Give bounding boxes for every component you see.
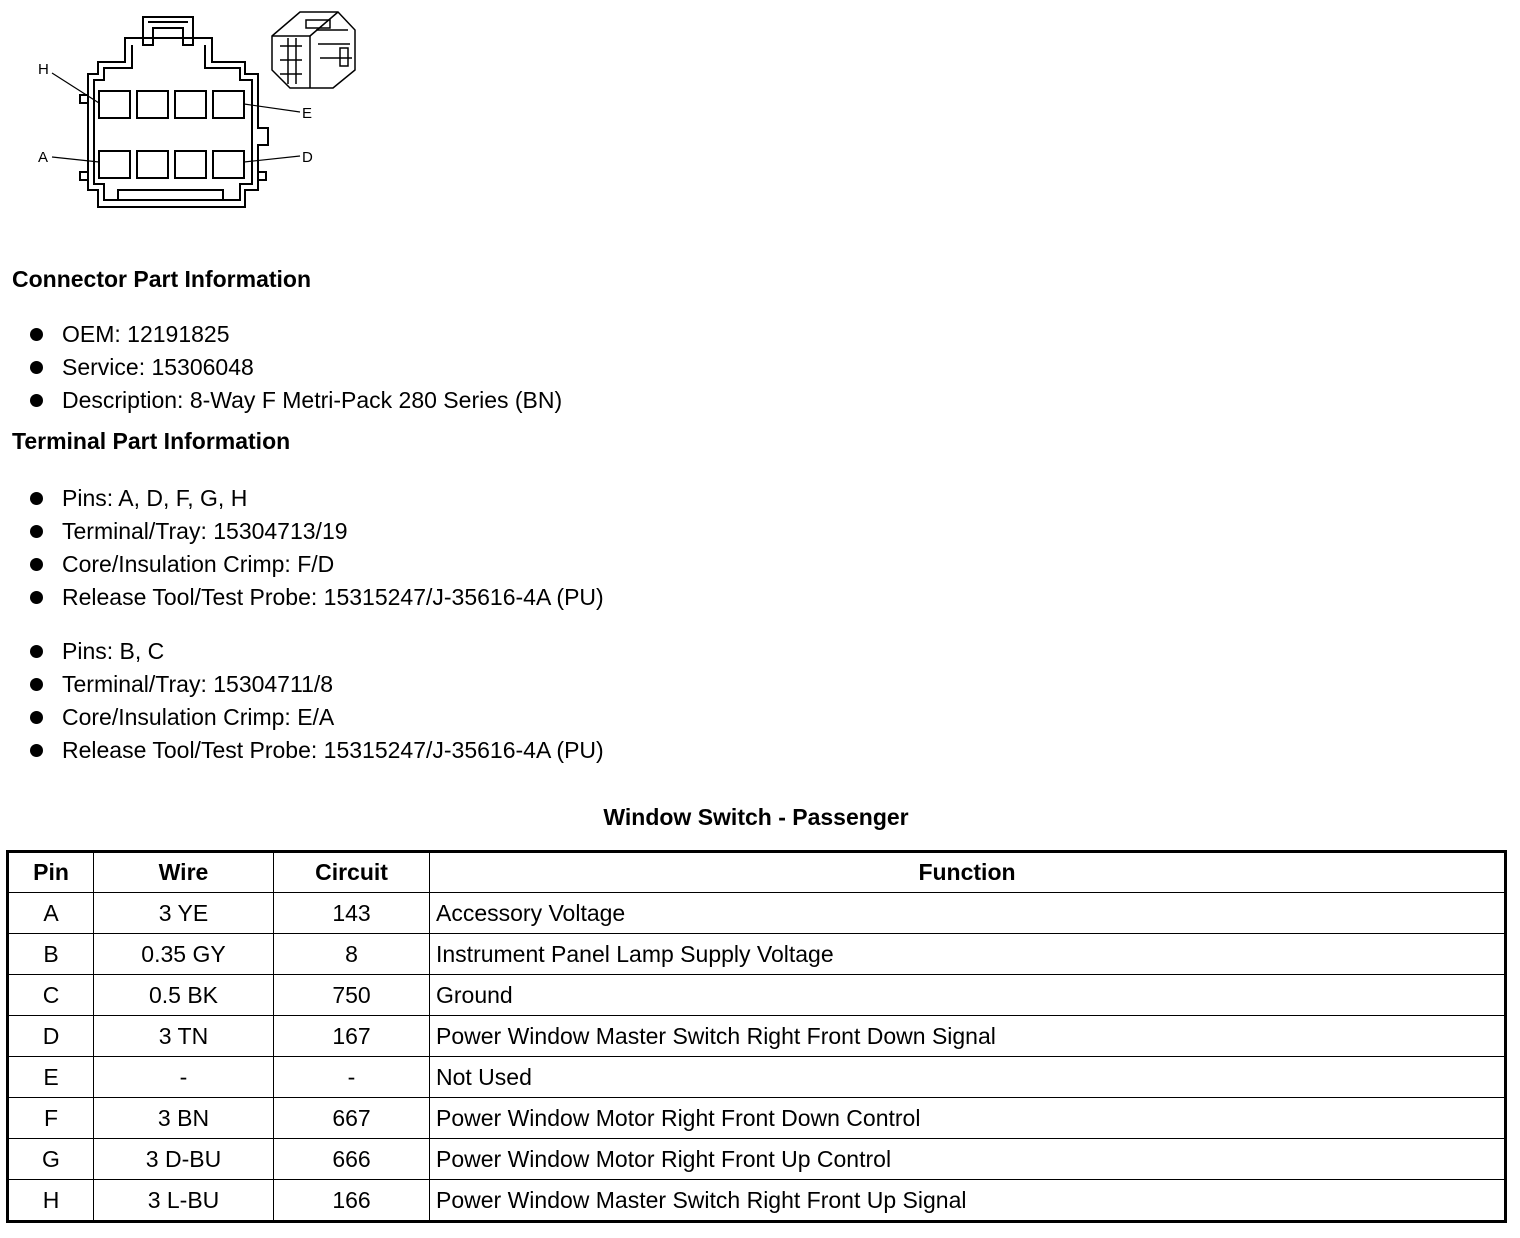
list-item: Description: 8-Way F Metri-Pack 280 Series (BN) xyxy=(30,384,562,417)
list-item: Service: 15306048 xyxy=(30,351,562,384)
pin-label-e: E xyxy=(302,105,313,122)
cell-circuit: 750 xyxy=(274,975,430,1016)
cell-function: Power Window Motor Right Front Up Control xyxy=(430,1139,1506,1180)
cell-pin: G xyxy=(8,1139,94,1180)
cell-wire: 3 TN xyxy=(94,1016,274,1057)
cell-circuit: 667 xyxy=(274,1098,430,1139)
table-row xyxy=(8,1180,1506,1222)
cell-pin: D xyxy=(8,1016,94,1057)
connector-part-list xyxy=(30,318,562,417)
pin-label-a: A xyxy=(38,149,49,166)
cell-function: Power Window Motor Right Front Down Control xyxy=(430,1098,1506,1139)
list-item: Release Tool/Test Probe: 15315247/J-35616-4A (PU) xyxy=(30,734,604,767)
list-item: Pins: B, C xyxy=(30,635,604,668)
list-item: Core/Insulation Crimp: F/D xyxy=(30,548,604,581)
cell-circuit: 166 xyxy=(274,1180,430,1222)
table-row xyxy=(8,1057,1506,1098)
list-item: Pins: A, D, F, G, H xyxy=(30,482,604,515)
header-pin: Pin xyxy=(8,852,94,893)
connector-part-heading: Connector Part Information xyxy=(12,266,312,292)
terminal-part-heading: Terminal Part Information xyxy=(12,428,291,454)
pin-label-h: H xyxy=(38,61,49,78)
connector-diagram xyxy=(0,0,380,225)
header-circuit: Circuit xyxy=(274,852,430,893)
cell-wire: 3 D-BU xyxy=(94,1139,274,1180)
pin-label-d: D xyxy=(302,149,313,166)
cell-circuit: 8 xyxy=(274,934,430,975)
list-item: Terminal/Tray: 15304713/19 xyxy=(30,515,604,548)
table-row xyxy=(8,1098,1506,1139)
cell-pin: B xyxy=(8,934,94,975)
cell-pin: A xyxy=(8,893,94,934)
cell-circuit: 143 xyxy=(274,893,430,934)
cell-circuit: - xyxy=(274,1057,430,1098)
list-item: Core/Insulation Crimp: E/A xyxy=(30,701,604,734)
cell-function: Ground xyxy=(430,975,1506,1016)
cell-pin: F xyxy=(8,1098,94,1139)
terminal-part-list-1 xyxy=(30,482,604,614)
cell-wire: 0.35 GY xyxy=(94,934,274,975)
table-header-row xyxy=(8,852,1506,893)
list-item: Release Tool/Test Probe: 15315247/J-35616-4A (PU) xyxy=(30,581,604,614)
cell-function: Power Window Master Switch Right Front Up Signal xyxy=(430,1180,1506,1222)
table-row xyxy=(8,975,1506,1016)
pinout-table xyxy=(6,850,1507,1223)
cell-wire: 3 YE xyxy=(94,893,274,934)
cell-pin: E xyxy=(8,1057,94,1098)
cell-circuit: 666 xyxy=(274,1139,430,1180)
list-item: OEM: 12191825 xyxy=(30,318,562,351)
cell-function: Instrument Panel Lamp Supply Voltage xyxy=(430,934,1506,975)
cell-pin: C xyxy=(8,975,94,1016)
cell-function: Not Used xyxy=(430,1057,1506,1098)
cell-pin: H xyxy=(8,1180,94,1222)
list-item: Terminal/Tray: 15304711/8 xyxy=(30,668,604,701)
cell-circuit: 167 xyxy=(274,1016,430,1057)
table-row xyxy=(8,934,1506,975)
terminal-part-list-2 xyxy=(30,635,604,767)
cell-wire: - xyxy=(94,1057,274,1098)
cell-function: Accessory Voltage xyxy=(430,893,1506,934)
header-wire: Wire xyxy=(94,852,274,893)
table-title: Window Switch - Passenger xyxy=(603,804,909,830)
header-function: Function xyxy=(430,852,1506,893)
cell-wire: 3 L-BU xyxy=(94,1180,274,1222)
table-row xyxy=(8,1139,1506,1180)
table-row xyxy=(8,893,1506,934)
cell-function: Power Window Master Switch Right Front Down Signal xyxy=(430,1016,1506,1057)
cell-wire: 0.5 BK xyxy=(94,975,274,1016)
cell-wire: 3 BN xyxy=(94,1098,274,1139)
table-row xyxy=(8,1016,1506,1057)
